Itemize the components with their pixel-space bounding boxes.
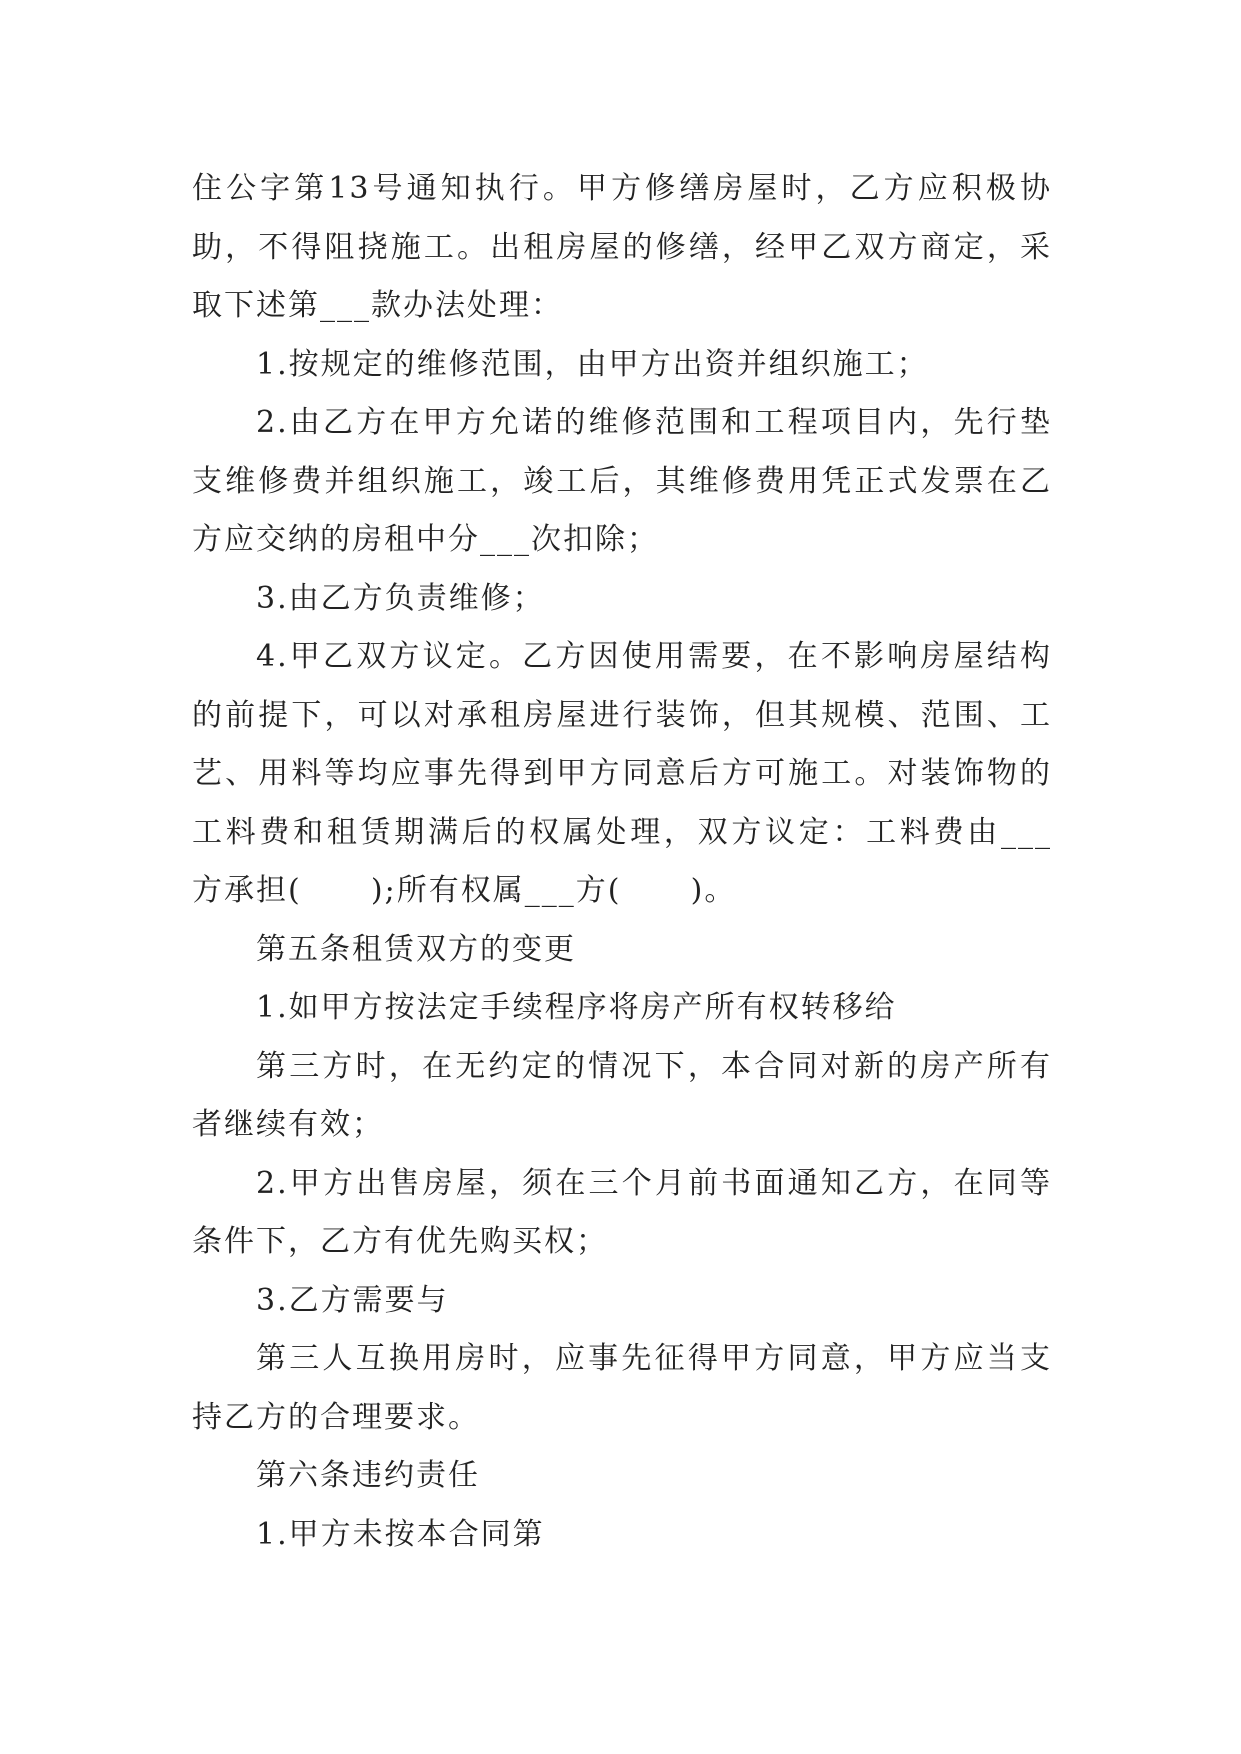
list-item: 3.由乙方负责维修； xyxy=(256,580,545,616)
text-line: 助，不得阻挠施工。出租房屋的修缮，经甲乙双方商定，采 xyxy=(192,229,1052,265)
list-item: 2.由乙方在甲方允诺的维修范围和工程项目内，先行垫 xyxy=(256,405,1052,440)
text-line: 第三人互换用房时，应事先征得甲方同意，甲方应当支 xyxy=(256,1341,1052,1376)
text-line: 住公字第13号通知执行。甲方修缮房屋时，乙方应积极协 xyxy=(192,171,1052,206)
list-item: 2.甲方出售房屋，须在三个月前书面通知乙方，在同等 xyxy=(256,1165,1052,1201)
list-item: 1.如甲方按法定手续程序将房产所有权转移给 xyxy=(256,990,897,1025)
text-line: 方承担( );所有权属___方( )。 xyxy=(192,873,737,908)
list-item: 4.甲乙双方议定。乙方因使用需要，在不影响房屋结构 xyxy=(256,639,1052,674)
text-line: 取下述第___款办法处理： xyxy=(192,288,563,323)
document-page xyxy=(192,160,1052,1564)
section-heading: 第五条租赁双方的变更 xyxy=(256,931,576,967)
list-item: 1.甲方未按本合同第 xyxy=(256,1516,545,1552)
text-line: 方应交纳的房租中分___次扣除； xyxy=(192,522,659,557)
text-line: 第三方时，在无约定的情况下，本合同对新的房产所有 xyxy=(256,1048,1052,1084)
text-line: 支维修费并组织施工，竣工后，其维修费用凭正式发票在乙 xyxy=(192,463,1052,499)
list-item: 1.按规定的维修范围，由甲方出资并组织施工； xyxy=(256,346,929,382)
text-line: 工料费和租赁期满后的权属处理，双方议定：工料费由___ xyxy=(192,814,1052,850)
section-heading: 第六条违约责任 xyxy=(256,1458,480,1493)
text-line: 者继续有效； xyxy=(192,1107,384,1142)
text-line: 的前提下，可以对承租房屋进行装饰，但其规模、范围、工 xyxy=(192,697,1052,733)
text-line: 持乙方的合理要求。 xyxy=(192,1399,480,1435)
text-line: 条件下，乙方有优先购买权； xyxy=(192,1224,608,1259)
text-line: 艺、用料等均应事先得到甲方同意后方可施工。对装饰物的 xyxy=(192,756,1052,791)
list-item: 3.乙方需要与 xyxy=(256,1282,449,1318)
